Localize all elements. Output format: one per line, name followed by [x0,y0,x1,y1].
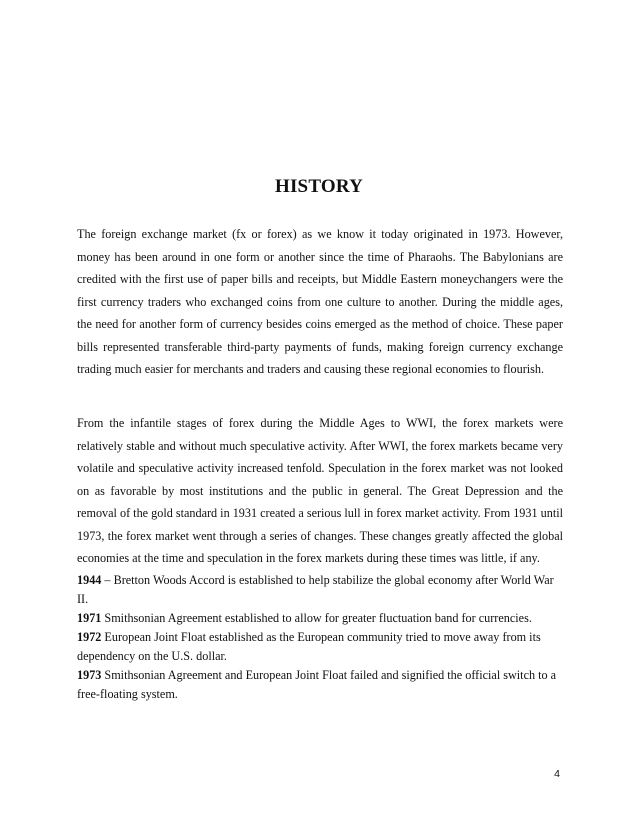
history-paragraph-1: The foreign exchange market (fx or forex) as we know it today originated in 1973. However, money has been around in one form or another since the time of Pharaohs. The Babylonians are credited with the first use of paper bills and receipts, but Middle Eastern moneychangers were the first currency traders who exchanged coins from one culture to another. During the middle ages, the need for another form of currency besides coins emerged as the method of choice. These paper bills represented transferable third-party payments of funds, making foreign currency exchange trading much easier for merchants and traders and causing these regional economies to flourish. [77,227,563,376]
timeline-year: 1972 [77,630,102,644]
timeline-year: 1973 [77,668,102,682]
timeline-year: 1971 [77,611,102,625]
timeline-text: European Joint Float established as the European community tried to move away from its dependency on the U.S. dollar. [77,630,541,663]
page-number: 4 [554,768,560,780]
timeline-text: – Bretton Woods Accord is established to help stabilize the global economy after World War II. [77,573,554,606]
timeline-item [77,609,563,628]
timeline-text: Smithsonian Agreement and European Joint Float failed and signified the official switch to a free-floating system. [77,668,557,701]
timeline-text: Smithsonian Agreement established to allow for greater fluctuation band for currencies. [101,611,532,625]
timeline-year: 1944 [77,573,102,587]
timeline-list [77,571,563,704]
history-paragraph-2: From the infantile stages of forex during the Middle Ages to WWI, the forex markets were relatively stable and without much speculative activity. After WWI, the forex markets became very volatile and speculative activity increased tenfold. Speculation in the forex market was not looked on as favorable by most institutions and the public in general. The Great Depression and the removal of the gold standard in 1931 created a serious lull in forex market activity. From 1931 until 1973, the forex market went through a series of changes. These changes greatly affected the global economies at the time and speculation in the forex markets during these times was little, if any. [77,416,563,565]
timeline-item [77,628,563,666]
page-title: HISTORY [274,176,364,197]
timeline-item [77,571,563,609]
timeline-item [77,666,563,704]
